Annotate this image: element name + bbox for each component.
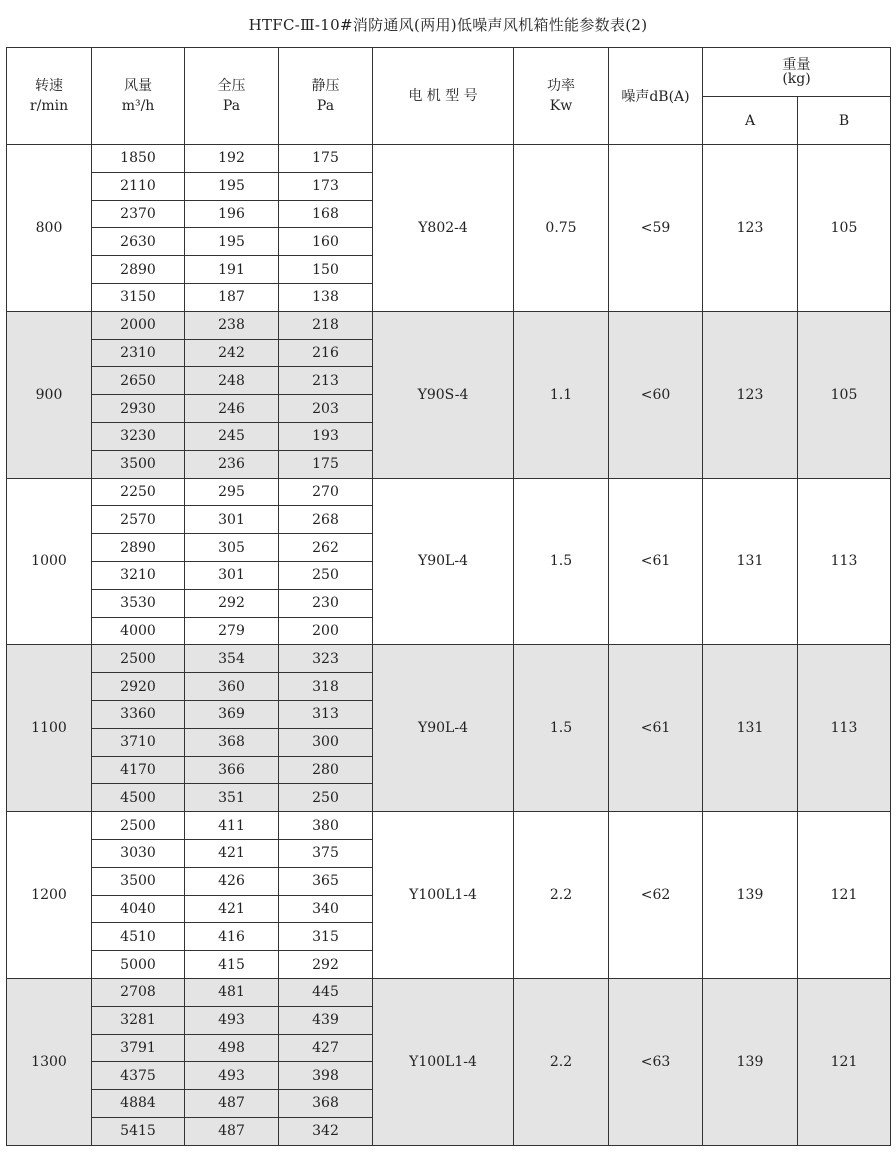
total-pressure-cell: 351 [185,784,279,812]
airflow-cell: 3030 [92,839,185,867]
airflow-cell: 5000 [92,951,185,979]
table-row [7,978,891,1006]
noise-cell: <63 [609,978,703,1145]
airflow-cell: 2250 [92,478,185,506]
weight-header [703,48,891,97]
static-pressure-cell: 300 [279,728,373,756]
static-pressure-cell: 193 [279,422,373,450]
table-row [7,311,891,339]
motor-model-cell: Y90L-4 [373,478,514,645]
speed-cell: 800 [7,145,92,312]
static-pressure-cell: 439 [279,1006,373,1034]
power-header-unit: Kw [549,98,573,114]
motor-model-cell: Y90S-4 [373,311,514,478]
total-pressure-cell: 305 [185,534,279,562]
total-pressure-cell: 191 [185,256,279,284]
airflow-cell: 3360 [92,700,185,728]
weight-header-label: 重量 [782,57,811,73]
weight-a-cell: 123 [703,145,798,312]
power-header [514,48,609,145]
total-pressure-cell: 368 [185,728,279,756]
static-pressure-cell: 216 [279,339,373,367]
static-pressure-cell: 168 [279,200,373,228]
airflow-cell: 2310 [92,339,185,367]
static-pressure-cell: 138 [279,283,373,311]
airflow-cell: 4884 [92,1090,185,1118]
static-pressure-cell: 315 [279,923,373,951]
total-pressure-cell: 195 [185,228,279,256]
weight-a-cell: 131 [703,645,798,812]
static-pressure-cell: 213 [279,367,373,395]
speed-header-unit: r/min [29,98,69,114]
static-pressure-cell: 175 [279,145,373,173]
airflow-cell: 2708 [92,978,185,1006]
power-cell: 1.1 [514,311,609,478]
static-pressure-cell: 445 [279,978,373,1006]
total-pressure-cell: 360 [185,673,279,701]
static-pressure-cell: 375 [279,839,373,867]
total-pressure-cell: 498 [185,1034,279,1062]
airflow-cell: 2370 [92,200,185,228]
total-pressure-cell: 246 [185,395,279,423]
static-pressure-cell: 173 [279,172,373,200]
airflow-cell: 4375 [92,1062,185,1090]
weight-b-cell: 121 [798,812,891,979]
airflow-cell: 2110 [92,172,185,200]
weight-a-cell: 139 [703,812,798,979]
airflow-cell: 1850 [92,145,185,173]
speed-cell: 1000 [7,478,92,645]
weight-header-unit: (kg) [782,71,811,87]
airflow-cell: 5415 [92,1117,185,1145]
airflow-cell: 3500 [92,867,185,895]
weight-a-cell: 131 [703,478,798,645]
power-cell: 2.2 [514,812,609,979]
static-pressure-cell: 368 [279,1090,373,1118]
static-pressure-cell: 203 [279,395,373,423]
static-pressure-cell: 365 [279,867,373,895]
static-pressure-cell: 268 [279,506,373,534]
speed-cell: 1200 [7,812,92,979]
static-pressure-cell: 218 [279,311,373,339]
total-pressure-cell: 195 [185,172,279,200]
airflow-cell: 2500 [92,812,185,840]
total-pressure-cell: 411 [185,812,279,840]
total-pressure-header [185,48,279,145]
speed-cell: 1300 [7,978,92,1145]
static-pressure-cell: 340 [279,895,373,923]
weight-a-cell: 123 [703,311,798,478]
noise-cell: <59 [609,145,703,312]
noise-header: 噪声dB(A) [609,48,703,145]
static-pressure-cell: 200 [279,617,373,645]
static-pressure-cell: 342 [279,1117,373,1145]
speed-cell: 1100 [7,645,92,812]
total-pressure-cell: 187 [185,283,279,311]
total-pressure-cell: 421 [185,839,279,867]
airflow-cell: 3500 [92,450,185,478]
static-pressure-cell: 380 [279,812,373,840]
static-pressure-cell: 230 [279,589,373,617]
noise-cell: <62 [609,812,703,979]
total-pressure-cell: 366 [185,756,279,784]
power-cell: 0.75 [514,145,609,312]
airflow-cell: 3210 [92,561,185,589]
total-pressure-cell: 292 [185,589,279,617]
table-row [7,645,891,673]
total-pressure-cell: 369 [185,700,279,728]
static-pressure-cell: 262 [279,534,373,562]
airflow-header [92,48,185,145]
noise-cell: <60 [609,311,703,478]
airflow-cell: 4040 [92,895,185,923]
weight-b-header: B [798,97,891,145]
total-pressure-cell: 487 [185,1090,279,1118]
total-pressure-cell: 487 [185,1117,279,1145]
static-pressure-cell: 250 [279,784,373,812]
airflow-cell: 3150 [92,283,185,311]
weight-b-cell: 105 [798,145,891,312]
static-pressure-cell: 150 [279,256,373,284]
total-pressure-cell: 415 [185,951,279,979]
airflow-cell: 2890 [92,256,185,284]
airflow-header-label: 风量 [124,78,152,94]
total-pressure-cell: 426 [185,867,279,895]
static-pressure-header-label: 静压 [311,78,340,94]
airflow-cell: 2930 [92,395,185,423]
power-cell: 1.5 [514,645,609,812]
total-pressure-cell: 421 [185,895,279,923]
total-pressure-cell: 416 [185,923,279,951]
speed-cell: 900 [7,311,92,478]
airflow-cell: 2570 [92,506,185,534]
airflow-cell: 2630 [92,228,185,256]
airflow-cell: 4510 [92,923,185,951]
header-row [7,48,891,97]
static-pressure-cell: 175 [279,450,373,478]
motor-model-cell: Y802-4 [373,145,514,312]
airflow-cell: 4000 [92,617,185,645]
motor-model-cell: Y100L1-4 [373,812,514,979]
total-pressure-cell: 301 [185,506,279,534]
airflow-cell: 3530 [92,589,185,617]
noise-cell: <61 [609,478,703,645]
static-pressure-cell: 313 [279,700,373,728]
total-pressure-cell: 295 [185,478,279,506]
total-pressure-cell: 248 [185,367,279,395]
static-pressure-header-unit: Pa [316,98,335,114]
total-pressure-cell: 354 [185,645,279,673]
total-pressure-cell: 493 [185,1062,279,1090]
total-pressure-cell: 242 [185,339,279,367]
power-header-label: 功率 [547,78,575,94]
airflow-cell: 3710 [92,728,185,756]
performance-table [6,47,891,1146]
static-pressure-cell: 398 [279,1062,373,1090]
weight-b-cell: 113 [798,478,891,645]
total-pressure-cell: 245 [185,422,279,450]
weight-a-cell: 139 [703,978,798,1145]
airflow-cell: 2890 [92,534,185,562]
total-pressure-header-unit: Pa [222,98,241,114]
total-pressure-cell: 238 [185,311,279,339]
total-pressure-cell: 301 [185,561,279,589]
total-pressure-header-label: 全压 [217,78,246,94]
power-cell: 2.2 [514,978,609,1145]
static-pressure-cell: 318 [279,673,373,701]
static-pressure-cell: 250 [279,561,373,589]
airflow-cell: 4500 [92,784,185,812]
table-row [7,812,891,840]
motor-model-header: 电 机 型 号 [373,48,514,145]
power-cell: 1.5 [514,478,609,645]
table-row [7,478,891,506]
noise-cell: <61 [609,645,703,812]
airflow-cell: 3791 [92,1034,185,1062]
static-pressure-cell: 270 [279,478,373,506]
motor-model-cell: Y100L1-4 [373,978,514,1145]
static-pressure-cell: 292 [279,951,373,979]
static-pressure-cell: 160 [279,228,373,256]
static-pressure-cell: 280 [279,756,373,784]
total-pressure-cell: 493 [185,1006,279,1034]
airflow-cell: 2920 [92,673,185,701]
table-row [7,145,891,173]
total-pressure-cell: 279 [185,617,279,645]
static-pressure-header [279,48,373,145]
motor-model-cell: Y90L-4 [373,645,514,812]
airflow-cell: 3230 [92,422,185,450]
airflow-cell: 2000 [92,311,185,339]
table-title: HTFC-Ⅲ-10#消防通风(两用)低噪声风机箱性能参数表(2) [248,16,648,34]
airflow-cell: 2500 [92,645,185,673]
static-pressure-cell: 323 [279,645,373,673]
total-pressure-cell: 196 [185,200,279,228]
static-pressure-cell: 427 [279,1034,373,1062]
weight-b-cell: 113 [798,645,891,812]
total-pressure-cell: 481 [185,978,279,1006]
weight-b-cell: 105 [798,311,891,478]
airflow-cell: 3281 [92,1006,185,1034]
total-pressure-cell: 192 [185,145,279,173]
weight-a-header: A [703,97,798,145]
airflow-cell: 4170 [92,756,185,784]
speed-header-label: 转速 [35,78,63,94]
weight-b-cell: 121 [798,978,891,1145]
total-pressure-cell: 236 [185,450,279,478]
airflow-cell: 2650 [92,367,185,395]
airflow-header-unit: m³/h [121,98,155,114]
speed-header [7,48,92,145]
